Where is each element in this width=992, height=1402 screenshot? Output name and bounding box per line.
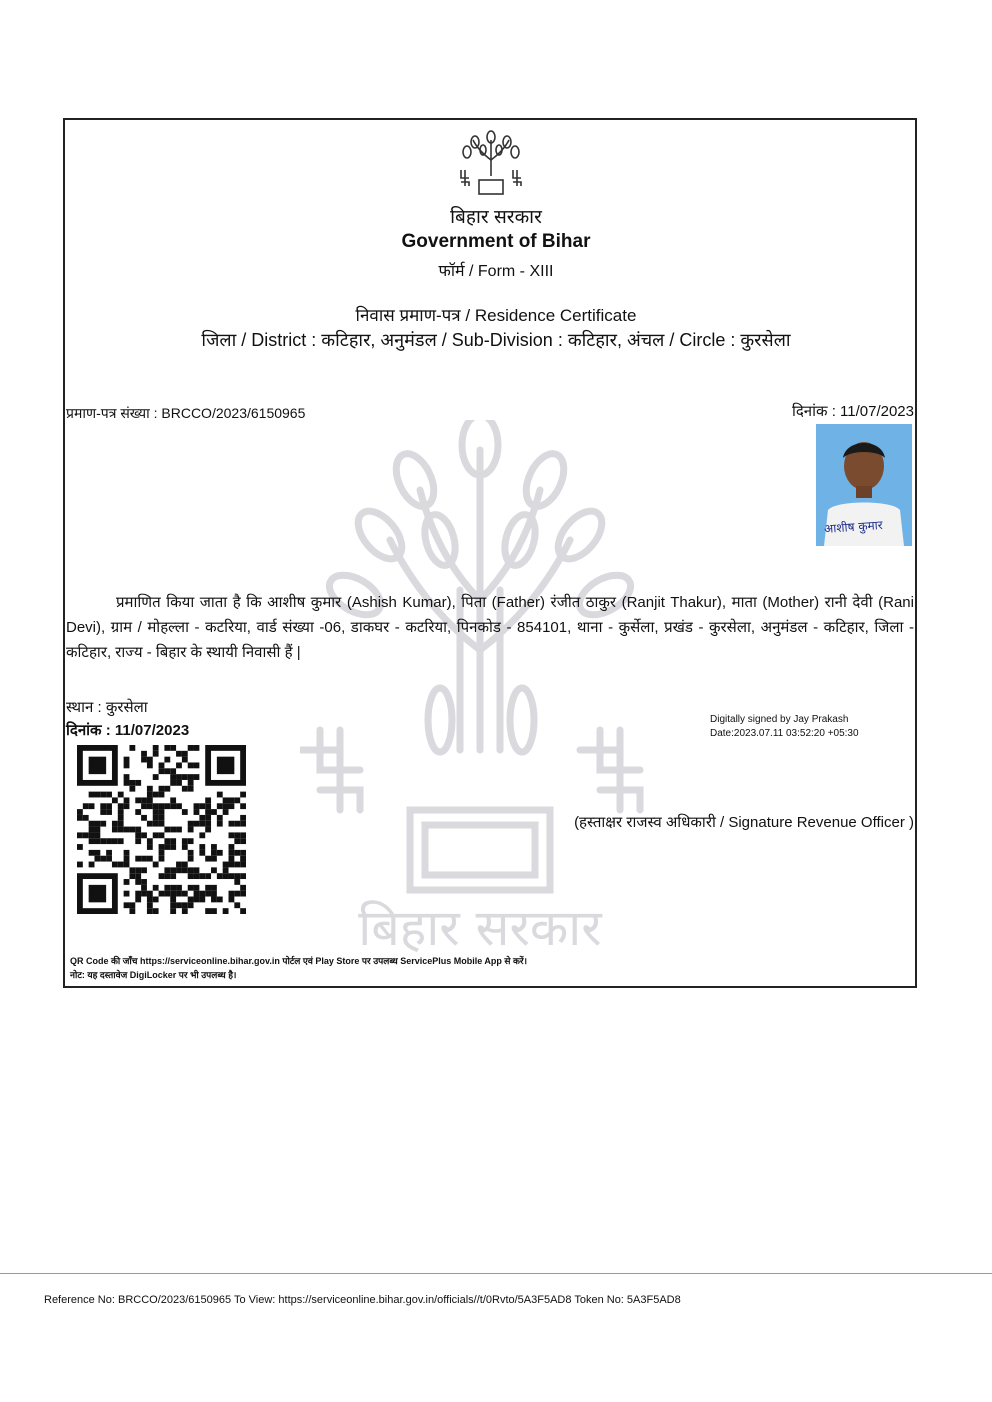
applicant-photo: [816, 424, 912, 546]
reference-footer: Reference No: BRCCO/2023/6150965 To View: https://serviceonline.bihar.gov.in/officials//t/0Rvto/5A3F5AD8 Token No: 5A3F5AD8: [44, 1294, 681, 1306]
jurisdiction-line: जिला / District : कटिहार, अनुमंडल / Sub-Division : कटिहार, अंचल / Circle : कुरसेला: [201, 330, 791, 350]
digital-sign-line2: Date:2023.07.11 03:52:20 +05:30: [710, 728, 859, 739]
certificate-title: निवास प्रमाण-पत्र / Residence Certificate: [355, 306, 637, 325]
bihar-emblem-watermark: [300, 420, 660, 960]
bihar-emblem-icon: [455, 130, 527, 198]
signature-label: (हस्ताक्षर राजस्व अधिकारी / Signature Revenue Officer ): [574, 814, 914, 831]
certificate-statement: प्रमाणित किया जाता है कि आशीष कुमार (Ashish Kumar), पिता (Father) रंजीत ठाकुर (Ranjit Thakur), माता (Mother) रानी देवी (Rani Devi), ग्राम / मोहल्ला - कटरिया, वार्ड संख्या -06, डाकघर - कटरिया, पिनकोड - 854101, थाना - कुर्सेला, प्रखंड - कुरसेला, अनुमंडल - कटिहार, जिला - कटिहार, राज्य - बिहार के स्थायी निवासी हैं |: [66, 594, 914, 661]
issue-date: दिनांक : 11/07/2023: [791, 403, 914, 420]
gov-hindi: बिहार सरकार: [450, 207, 542, 228]
gov-english: Government of Bihar: [401, 231, 591, 252]
watermark-text: बिहार सरकार: [358, 899, 602, 957]
qr-code[interactable]: [77, 745, 246, 914]
certificate-body: [66, 590, 914, 665]
digital-sign-line1: Digitally signed by Jay Prakash: [710, 714, 849, 725]
footer-divider: [0, 1273, 992, 1274]
place: स्थान : कुरसेला: [66, 699, 148, 716]
digilocker-note: नोट: यह दस्तावेज DigiLocker पर भी उपलब्ध है।: [70, 970, 237, 980]
certificate-number: प्रमाण-पत्र संख्या : BRCCO/2023/6150965: [66, 405, 306, 421]
qr-verification-note: QR Code की जाँच https://serviceonline.bihar.gov.in पोर्टल एवं Play Store पर उपलब्ध ServicePlus Mobile App से करें।: [70, 956, 527, 966]
place-date: दिनांक : 11/07/2023: [66, 722, 190, 739]
photo-signature: आशीष कुमार: [823, 517, 884, 537]
form-number: फॉर्म / Form - XIII: [438, 263, 554, 280]
